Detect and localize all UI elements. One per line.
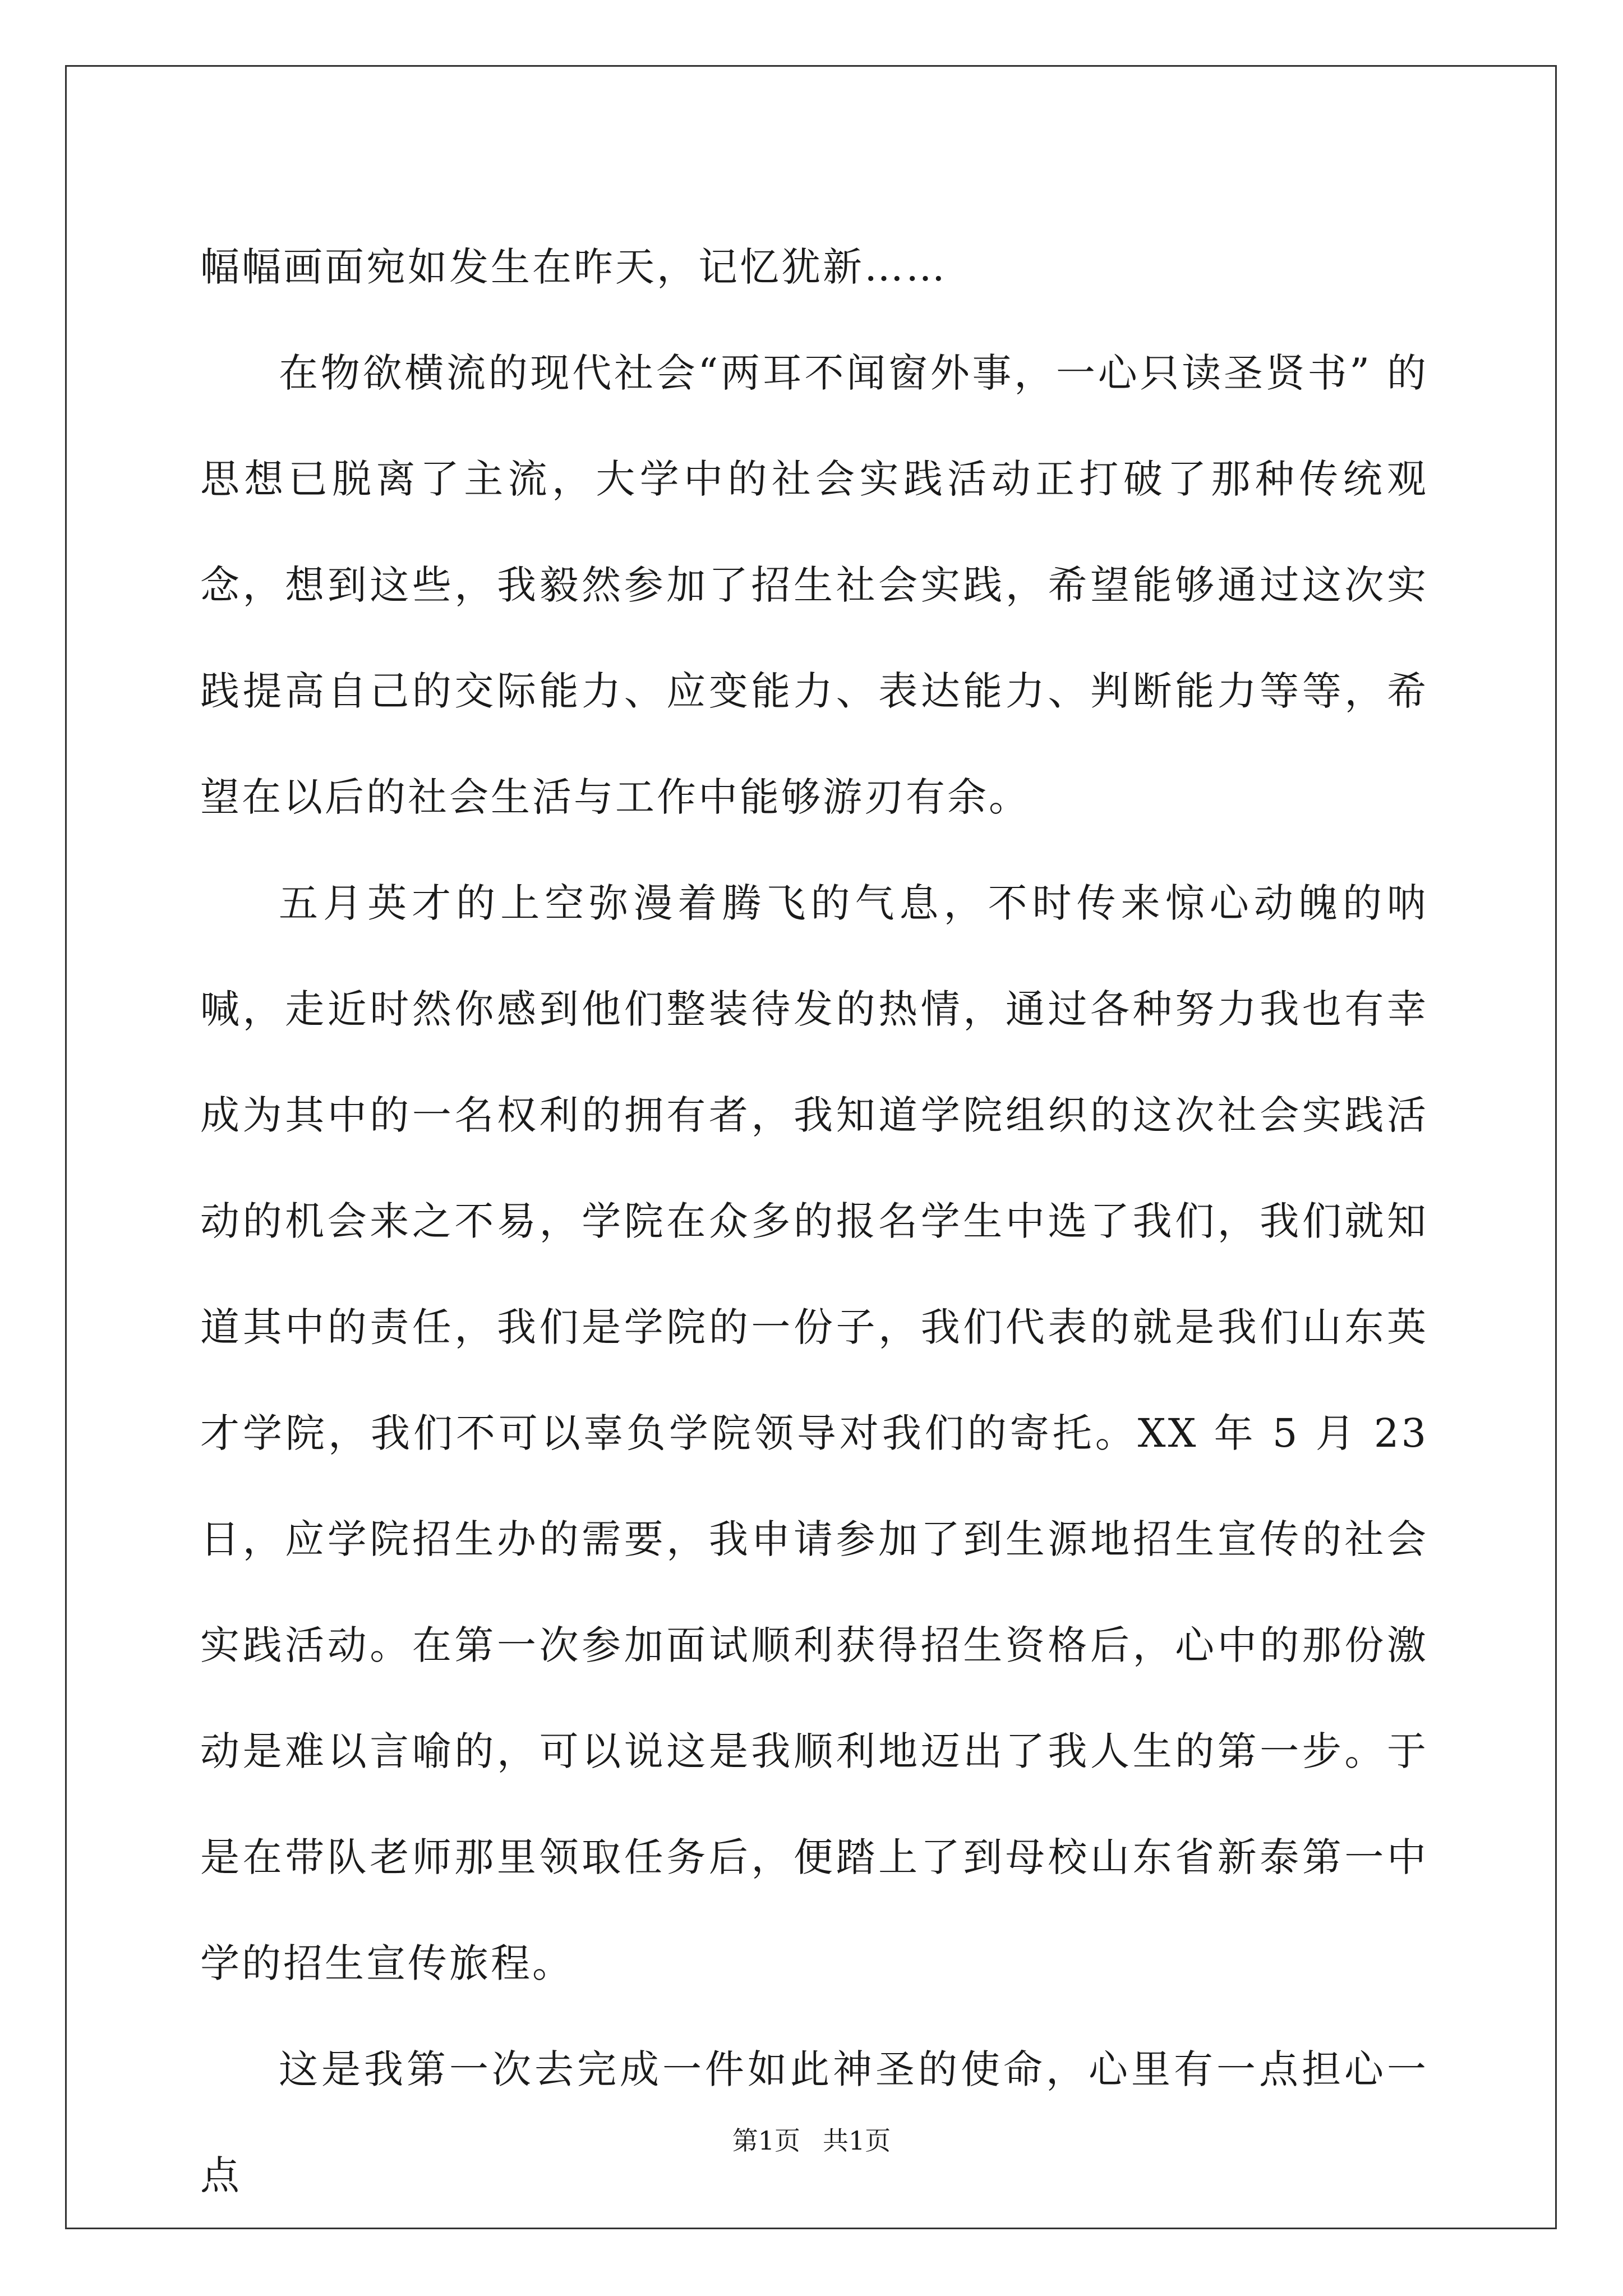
paragraph-4: 这是我第一次去完成一件如此神圣的使命，心里有一点担心一点 — [200, 2046, 1428, 2198]
paragraph-1: 幅幅画面宛如发生在昨天，记忆犹新…… — [200, 244, 947, 290]
document-body — [200, 214, 1428, 2229]
page-number: 第1页 — [732, 2125, 800, 2156]
page-footer — [0, 2124, 1623, 2157]
page-total: 共1页 — [823, 2125, 891, 2156]
paragraph-2: 在物欲横流的现代社会“两耳不闻窗外事，一心只读圣贤书” 的思想已脱离了主流，大学中的社会实践活动正打破了那种传统观念，想到这些，我毅然参加了招生社会实践，希望能够通过这次实践提高自己的交际能力、应变能力、表达能力、判断能力等等，希望在以后的社会生活与工作中能够游刃有余。 — [200, 350, 1428, 820]
paragraph-3: 五月英才的上空弥漫着腾飞的气息，不时传来惊心动魄的呐喊，走近时然你感到他们整装待发的热情，通过各种努力我也有幸成为其中的一名权利的拥有者，我知道学院组织的这次社会实践活动的机会来之不易，学院在众多的报名学生中选了我们，我们就知道其中的责任，我们是学院的一份子，我们代表的就是我们山东英才学院，我们不可以辜负学院领导对我们的寄托。XX 年 5 月 23 日，应学院招生办的需要，我申请参加了到生源地招生宣传的社会实践活动。在第一次参加面试顺利获得招生资格后，心中的那份激动是难以言喻的，可以说这是我顺利地迈出了我人生的第一步。于是在带队老师那里领取任务后，便踏上了到母校山东省新泰第一中学的招生宣传旅程。 — [200, 880, 1428, 1986]
